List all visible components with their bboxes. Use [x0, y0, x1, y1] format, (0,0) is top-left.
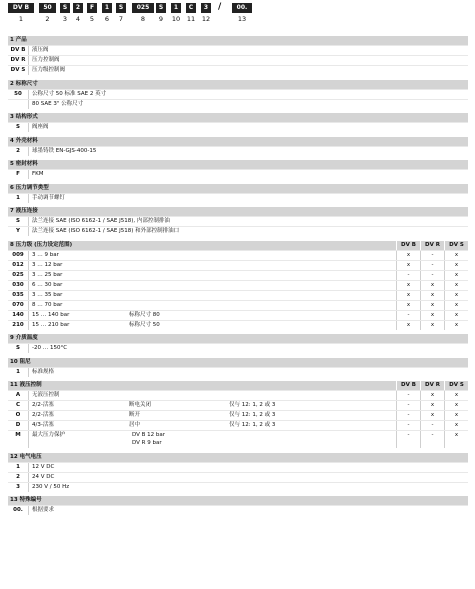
table-row — [8, 320, 468, 330]
description-text: FKM — [32, 171, 44, 177]
option-code — [8, 100, 28, 109]
description-note: 标称尺寸 50 — [129, 321, 160, 328]
description-note: 仅与 12: 1, 2 或 3 — [229, 422, 276, 428]
section-title: 10 阻尼 — [10, 358, 31, 365]
availability-cell: x — [420, 391, 444, 400]
availability-cell: - — [396, 311, 420, 320]
spec-section — [8, 453, 468, 492]
spec-section — [8, 184, 468, 203]
option-description — [28, 56, 468, 65]
option-description — [28, 301, 396, 310]
availability-cell: x — [420, 401, 444, 410]
section-title: 11 液压控制 — [10, 382, 42, 388]
option-code: O — [15, 412, 21, 418]
code-position-number: 9 — [158, 15, 164, 23]
description-note: 仅与 12: 1, 2 或 3 — [229, 402, 276, 408]
option-description — [28, 321, 396, 330]
table-row — [8, 390, 468, 400]
code-position-number: 6 — [104, 15, 110, 23]
code-box: 3 — [201, 3, 211, 13]
description-text: 压力级控制阀 — [32, 67, 66, 73]
code-position-number: 3 — [62, 15, 68, 23]
option-description — [28, 170, 468, 179]
description-text: 4/3-活塞 — [32, 422, 54, 428]
code-box: F — [87, 3, 97, 13]
code-position-number: 10 — [171, 15, 181, 23]
spec-section — [8, 137, 468, 156]
description-text: 阀座阀 — [32, 124, 49, 130]
description-text: 15 … 210 bar — [32, 321, 70, 328]
option-code: A — [15, 392, 21, 398]
table-row — [8, 55, 468, 65]
option-code: 030 — [12, 281, 24, 288]
option-description — [28, 421, 396, 430]
section-title: 2 标称尺寸 — [10, 80, 38, 87]
availability-cell: x — [444, 281, 468, 290]
table-row — [8, 400, 468, 410]
availability-cell: x — [444, 261, 468, 270]
table-row — [8, 410, 468, 420]
code-position-number: 12 — [201, 15, 211, 23]
table-row — [8, 482, 468, 492]
spec-section — [8, 160, 468, 179]
code-box: 00. — [232, 3, 252, 13]
option-description — [28, 411, 396, 420]
code-position-number: 7 — [118, 15, 124, 23]
option-description — [28, 431, 396, 448]
ordering-code-table — [8, 36, 468, 520]
description-text: -20 … 150°C — [32, 345, 68, 351]
description-text: 球墨铸铁 EN-GJS-400-15 — [32, 147, 97, 154]
spec-section — [8, 207, 468, 236]
availability-cell: - — [396, 421, 420, 430]
option-code: 1 — [16, 463, 20, 470]
availability-cell: x — [420, 321, 444, 330]
table-row — [8, 430, 468, 448]
table-row — [8, 65, 468, 75]
description-text: 手动调节螺钉 — [32, 194, 66, 201]
spec-section — [8, 496, 468, 515]
table-row — [8, 300, 468, 310]
availability-cell: x — [420, 301, 444, 310]
availability-cell: - — [396, 271, 420, 280]
option-description — [28, 261, 396, 270]
table-row — [8, 193, 468, 203]
section-title: 4 外壳材料 — [10, 137, 38, 144]
description-text: 法兰连接 SAE (ISO 6162-1 / SAE J518) 和外部控制排油口 — [32, 228, 180, 234]
option-code: S — [16, 218, 20, 224]
option-description — [28, 506, 468, 515]
column-header: DV S — [444, 241, 468, 250]
section-title: 8 压力级 (压力设定范围) — [10, 241, 73, 248]
description-text: 压力控制阀 — [32, 57, 60, 63]
description-note: DV B 12 bar — [132, 432, 166, 438]
section-header — [8, 207, 468, 216]
table-row — [8, 89, 468, 99]
option-description — [28, 271, 396, 280]
code-box: S — [116, 3, 126, 13]
option-code: 140 — [12, 311, 24, 318]
spec-section — [8, 36, 468, 75]
option-code: 035 — [12, 291, 24, 298]
table-row — [8, 250, 468, 260]
spec-section — [8, 334, 468, 353]
description-note: 断开 — [129, 412, 141, 418]
table-row — [8, 122, 468, 132]
description-text: 15 … 140 bar — [32, 311, 70, 318]
table-row — [8, 146, 468, 156]
availability-cell: x — [396, 321, 420, 330]
option-description — [28, 281, 396, 290]
description-text: 80 SAE 3" 公称尺寸 — [32, 100, 84, 107]
option-description — [28, 251, 396, 260]
section-header — [8, 381, 468, 390]
option-description — [28, 311, 396, 320]
table-row — [8, 270, 468, 280]
description-text: 6 … 30 bar — [32, 281, 63, 288]
code-box: 50 — [39, 3, 56, 13]
option-description — [28, 344, 468, 353]
description-text: 法兰连接 SAE (ISO 6162-1 / SAE J518), 内部控制排油 — [32, 218, 170, 224]
section-title: 7 液压连接 — [10, 208, 38, 214]
table-row — [8, 226, 468, 236]
spec-section — [8, 241, 468, 330]
table-row — [8, 343, 468, 353]
description-text: 无液压控制 — [32, 392, 60, 398]
option-code: 025 — [12, 271, 24, 278]
option-code: 2 — [16, 473, 20, 480]
code-position-number: 13 — [237, 15, 247, 23]
description-text: 最大压力保护 — [32, 432, 66, 438]
description-text: 3 … 25 bar — [32, 271, 63, 278]
column-header: DV S — [444, 381, 468, 390]
column-header: DV B — [396, 241, 420, 250]
description-text: 12 V DC — [32, 463, 55, 470]
availability-cell: - — [420, 431, 444, 448]
availability-cell: x — [396, 301, 420, 310]
section-header — [8, 358, 468, 367]
option-description — [28, 123, 468, 132]
option-description — [28, 368, 468, 377]
option-description — [28, 483, 468, 492]
table-row — [8, 169, 468, 179]
option-description — [28, 100, 468, 109]
column-header: DV R — [420, 241, 444, 250]
description-text: 公称尺寸 50 标准 SAE 2 英寸 — [32, 90, 107, 97]
availability-cell: x — [420, 281, 444, 290]
code-position-number: 5 — [89, 15, 95, 23]
option-code: 1 — [16, 368, 20, 375]
section-title: 13 特殊编号 — [10, 497, 42, 503]
section-header — [8, 160, 468, 169]
availability-cell: x — [396, 281, 420, 290]
option-description — [28, 391, 396, 400]
description-text: 根据要求 — [32, 507, 55, 513]
availability-cell: x — [444, 301, 468, 310]
availability-cell: - — [420, 251, 444, 260]
code-position-number: 1 — [18, 15, 24, 23]
description-note: 居中 — [129, 422, 141, 428]
option-description — [28, 227, 468, 236]
availability-cell: - — [396, 411, 420, 420]
option-description — [28, 401, 396, 410]
table-row — [8, 280, 468, 290]
description-text: 液压阀 — [32, 47, 49, 53]
code-box: C — [186, 3, 196, 13]
code-box: S — [156, 3, 166, 13]
option-code: 012 — [12, 261, 24, 268]
description-note: 断电关闭 — [129, 402, 152, 408]
option-code: DV S — [10, 67, 26, 73]
availability-cell: - — [396, 401, 420, 410]
availability-cell: - — [420, 421, 444, 430]
section-title: 6 压力调节类型 — [10, 184, 49, 191]
description-text: 3 … 9 bar — [32, 251, 59, 258]
section-title: 12 电气电压 — [10, 453, 42, 460]
description-note: 仅与 12: 1, 2 或 3 — [229, 412, 276, 418]
code-box: 1 — [171, 3, 181, 13]
availability-cell: x — [396, 251, 420, 260]
table-row — [8, 216, 468, 226]
option-code: DV B — [10, 47, 26, 53]
description-text: 24 V DC — [32, 473, 55, 480]
description-note: DV R 9 bar — [132, 440, 162, 446]
option-description — [28, 473, 468, 482]
code-separator: / — [218, 2, 222, 12]
table-row — [8, 472, 468, 482]
section-header — [8, 80, 468, 89]
spec-section — [8, 381, 468, 448]
availability-cell: x — [444, 401, 468, 410]
option-description — [28, 147, 468, 156]
availability-cell: x — [420, 291, 444, 300]
code-position-number: 8 — [140, 15, 146, 23]
availability-cell: x — [444, 311, 468, 320]
code-box: 2 — [73, 3, 83, 13]
description-text: 8 … 70 bar — [32, 301, 63, 308]
option-description — [28, 90, 468, 99]
column-header: DV B — [396, 381, 420, 390]
section-title: 1 产品 — [10, 37, 27, 43]
option-code: F — [16, 171, 20, 177]
section-header — [8, 241, 468, 250]
table-row — [8, 260, 468, 270]
description-text: 230 V / 50 Hz — [32, 483, 70, 490]
availability-cell: - — [396, 391, 420, 400]
option-code: D — [15, 422, 21, 428]
section-title: 9 介质温度 — [10, 335, 38, 341]
section-header — [8, 334, 468, 343]
spec-section — [8, 358, 468, 377]
code-position-number: 11 — [186, 15, 196, 23]
code-box: DV B — [8, 3, 34, 13]
table-row — [8, 505, 468, 515]
option-code: 210 — [12, 321, 24, 328]
availability-cell: x — [420, 311, 444, 320]
availability-cell: - — [420, 271, 444, 280]
section-header — [8, 137, 468, 146]
option-code: 070 — [12, 301, 24, 308]
description-note: 标称尺寸 80 — [129, 311, 160, 318]
option-description — [28, 463, 468, 472]
availability-cell: - — [420, 261, 444, 270]
code-position-number: 2 — [45, 15, 50, 23]
column-header: DV R — [420, 381, 444, 390]
option-code: 3 — [16, 483, 20, 490]
section-header — [8, 453, 468, 462]
availability-cell: x — [444, 251, 468, 260]
availability-cell: x — [396, 291, 420, 300]
section-header — [8, 496, 468, 505]
section-title: 3 结构形式 — [10, 114, 38, 120]
table-row — [8, 310, 468, 320]
availability-cell: x — [444, 431, 468, 448]
availability-cell: x — [396, 261, 420, 270]
section-title: 5 密封材料 — [10, 161, 38, 167]
option-description — [28, 46, 468, 55]
option-code: 00. — [13, 507, 23, 513]
availability-cell: x — [444, 421, 468, 430]
description-text: 2/2-活塞 — [32, 402, 54, 408]
description-text: 3 … 35 bar — [32, 291, 63, 298]
availability-cell: - — [396, 431, 420, 448]
description-text: 2/2-活塞 — [32, 412, 54, 418]
option-code: 1 — [16, 194, 20, 201]
availability-cell: x — [444, 321, 468, 330]
option-description — [28, 217, 468, 226]
table-row — [8, 367, 468, 377]
table-row — [8, 99, 468, 109]
option-code: DV R — [10, 57, 26, 63]
table-row — [8, 420, 468, 430]
section-header — [8, 184, 468, 193]
availability-cell: x — [420, 411, 444, 420]
code-position-number: 4 — [75, 15, 81, 23]
option-code: 50 — [14, 90, 22, 97]
availability-cell: x — [444, 411, 468, 420]
description-text: 3 … 12 bar — [32, 261, 63, 268]
option-description — [28, 66, 468, 75]
spec-section — [8, 113, 468, 132]
option-code: S — [16, 345, 20, 351]
option-code: M — [15, 432, 21, 438]
description-text: 标准规格 — [32, 368, 55, 375]
availability-cell: x — [444, 271, 468, 280]
spec-section — [8, 80, 468, 109]
table-row — [8, 290, 468, 300]
option-code: 009 — [12, 251, 24, 258]
option-code: C — [15, 402, 21, 408]
code-box: S — [60, 3, 70, 13]
section-header — [8, 36, 468, 45]
option-description — [28, 291, 396, 300]
option-code: 2 — [16, 147, 20, 154]
table-row — [8, 45, 468, 55]
option-description — [28, 194, 468, 203]
availability-cell: x — [444, 291, 468, 300]
section-header — [8, 113, 468, 122]
table-row — [8, 462, 468, 472]
code-box: 025 — [132, 3, 154, 13]
code-box: 1 — [102, 3, 112, 13]
option-code: S — [16, 124, 20, 130]
availability-cell: x — [444, 391, 468, 400]
option-code: Y — [16, 228, 20, 234]
